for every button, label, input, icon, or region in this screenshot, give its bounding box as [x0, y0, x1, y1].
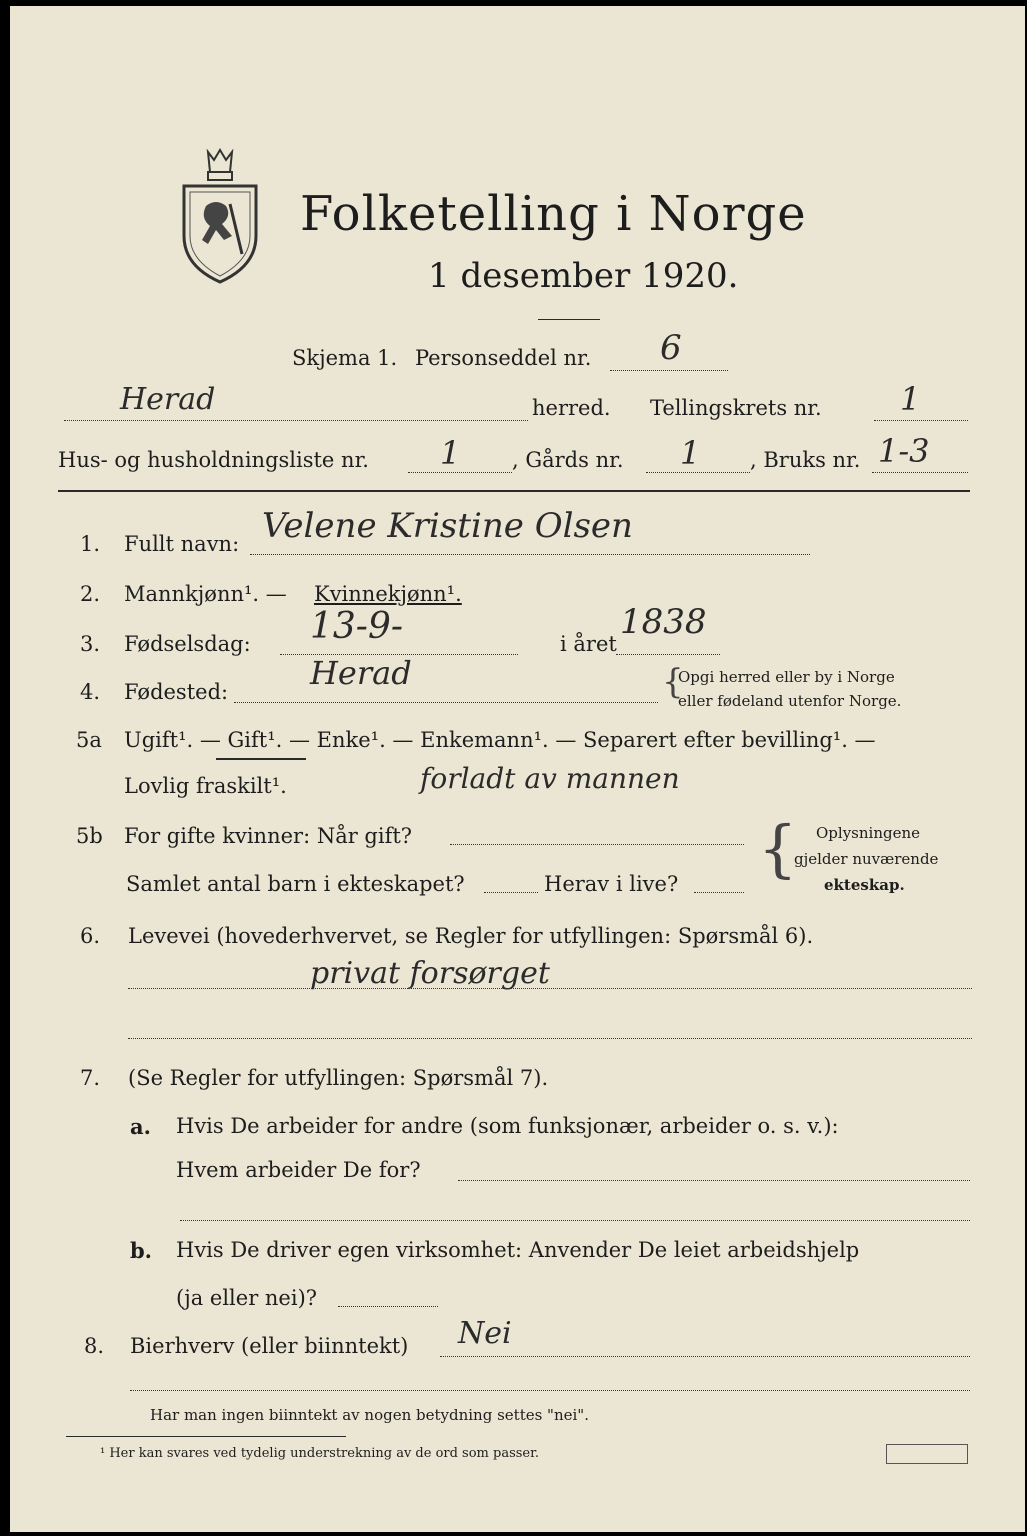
tellingskrets-value: 1 [900, 380, 921, 418]
q5a-options-2: Lovlig fraskilt¹. [124, 774, 287, 798]
q6-line-1 [128, 988, 972, 989]
q5b-children-line [484, 892, 538, 893]
bruks-label: , Bruks nr. [750, 448, 861, 472]
title-divider [538, 319, 600, 320]
personseddel-label: Personseddel nr. [415, 346, 592, 370]
q7b-line [338, 1306, 438, 1307]
q4-label: Fødested: [124, 680, 229, 704]
header-divider [58, 490, 970, 492]
gards-line [646, 472, 750, 473]
q4-value: Herad [310, 654, 412, 692]
herred-value: Herad [120, 382, 216, 417]
q5b-number: 5b [76, 824, 103, 848]
form-date: 1 desember 1920. [428, 256, 739, 296]
q5b-note-3: ekteskap. [824, 876, 905, 894]
q3-value: 13-9- [310, 606, 404, 647]
q5b-alive: Herav i live? [544, 872, 679, 896]
husliste-line [408, 472, 512, 473]
q1-number: 1. [80, 532, 101, 556]
q8-number: 8. [84, 1334, 105, 1358]
q5a-handwritten: forladt av mannen [420, 762, 680, 795]
personseddel-value: 6 [660, 328, 682, 368]
q8-line-2 [130, 1390, 970, 1391]
q2-number: 2. [80, 582, 101, 606]
husliste-label: Hus- og husholdningsliste nr. [58, 448, 369, 472]
form-title: Folketelling i Norge [300, 186, 807, 242]
q3-number: 3. [80, 632, 101, 656]
q3-year-label: i året [560, 632, 617, 656]
herred-label: herred. [532, 396, 611, 420]
q7a-letter: a. [130, 1114, 151, 1139]
q5b-note-2: gjelder nuværende [794, 850, 939, 868]
q2-female: Kvinnekjønn¹. [314, 582, 462, 606]
q5b-note-1: Oplysningene [816, 824, 921, 842]
q1-value: Velene Kristine Olsen [262, 506, 633, 546]
q5a-underline [216, 758, 306, 760]
herred-line [64, 420, 528, 421]
q5a-options: Ugift¹. — Gift¹. — Enke¹. — Enkemann¹. — Separert efter bevilling¹. — [124, 728, 876, 752]
q7a-line-2 [180, 1220, 970, 1221]
q5b-married-line [450, 844, 744, 845]
bruks-line [872, 472, 968, 473]
q7a-label: Hvis De arbeider for andre (som funksjonær, arbeider o. s. v.): [176, 1114, 839, 1138]
gards-value: 1 [680, 434, 701, 472]
q7a-line [458, 1180, 970, 1181]
q4-line [234, 702, 658, 703]
schema-label: Skjema 1. [292, 346, 398, 370]
q8-label: Bierhverv (eller biinntekt) [130, 1334, 409, 1358]
gards-label: , Gårds nr. [512, 448, 624, 472]
q7-label: (Se Regler for utfyllingen: Spørsmål 7). [128, 1066, 549, 1090]
q3-label: Fødselsdag: [124, 632, 251, 656]
q7b-letter: b. [130, 1238, 152, 1263]
q3-year-line [616, 654, 720, 655]
q7a-sub: Hvem arbeider De for? [176, 1158, 421, 1182]
bruks-value: 1-3 [878, 432, 930, 470]
q7b-label: Hvis De driver egen virksomhet: Anvender De leiet arbeidshjelp [176, 1238, 860, 1262]
q1-line [250, 554, 810, 555]
q8-value: Nei [458, 1316, 512, 1351]
footnote: ¹ Her kan svares ved tydelig understrekning av de ord som passer. [100, 1446, 540, 1461]
q4-note-2: eller fødeland utenfor Norge. [678, 692, 902, 710]
census-form-page [10, 6, 1025, 1532]
q4-note-1: Opgi herred eller by i Norge [678, 668, 895, 686]
q6-label: Levevei (hovederhvervet, se Regler for utfyllingen: Spørsmål 6). [128, 924, 814, 948]
q5b-brace: { [758, 812, 798, 885]
q7b-sub: (ja eller nei)? [176, 1286, 318, 1310]
q8-line [440, 1356, 970, 1357]
personseddel-line [610, 370, 728, 371]
printer-stamp [886, 1444, 968, 1464]
q6-number: 6. [80, 924, 101, 948]
q3-year-value: 1838 [620, 602, 707, 642]
q6-value: privat forsørget [310, 956, 550, 991]
q6-line-2 [128, 1038, 972, 1039]
tellingskrets-label: Tellingskrets nr. [650, 396, 822, 420]
husliste-value: 1 [440, 434, 461, 472]
q5a-number: 5a [76, 728, 102, 752]
q5b-label: For gifte kvinner: Når gift? [124, 824, 413, 848]
q5b-alive-line [694, 892, 744, 893]
q7-number: 7. [80, 1066, 101, 1090]
q4-number: 4. [80, 680, 101, 704]
tellingskrets-line [874, 420, 968, 421]
footnote-divider [66, 1436, 346, 1437]
q1-label: Fullt navn: [124, 532, 240, 556]
q4-brace: { [662, 662, 684, 702]
coat-of-arms-icon [178, 146, 262, 286]
q5b-children: Samlet antal barn i ekteskapet? [126, 872, 465, 896]
footer-note: Har man ingen biinntekt av nogen betydning settes "nei". [150, 1406, 589, 1424]
q2-male: Mannkjønn¹. — [124, 582, 287, 606]
